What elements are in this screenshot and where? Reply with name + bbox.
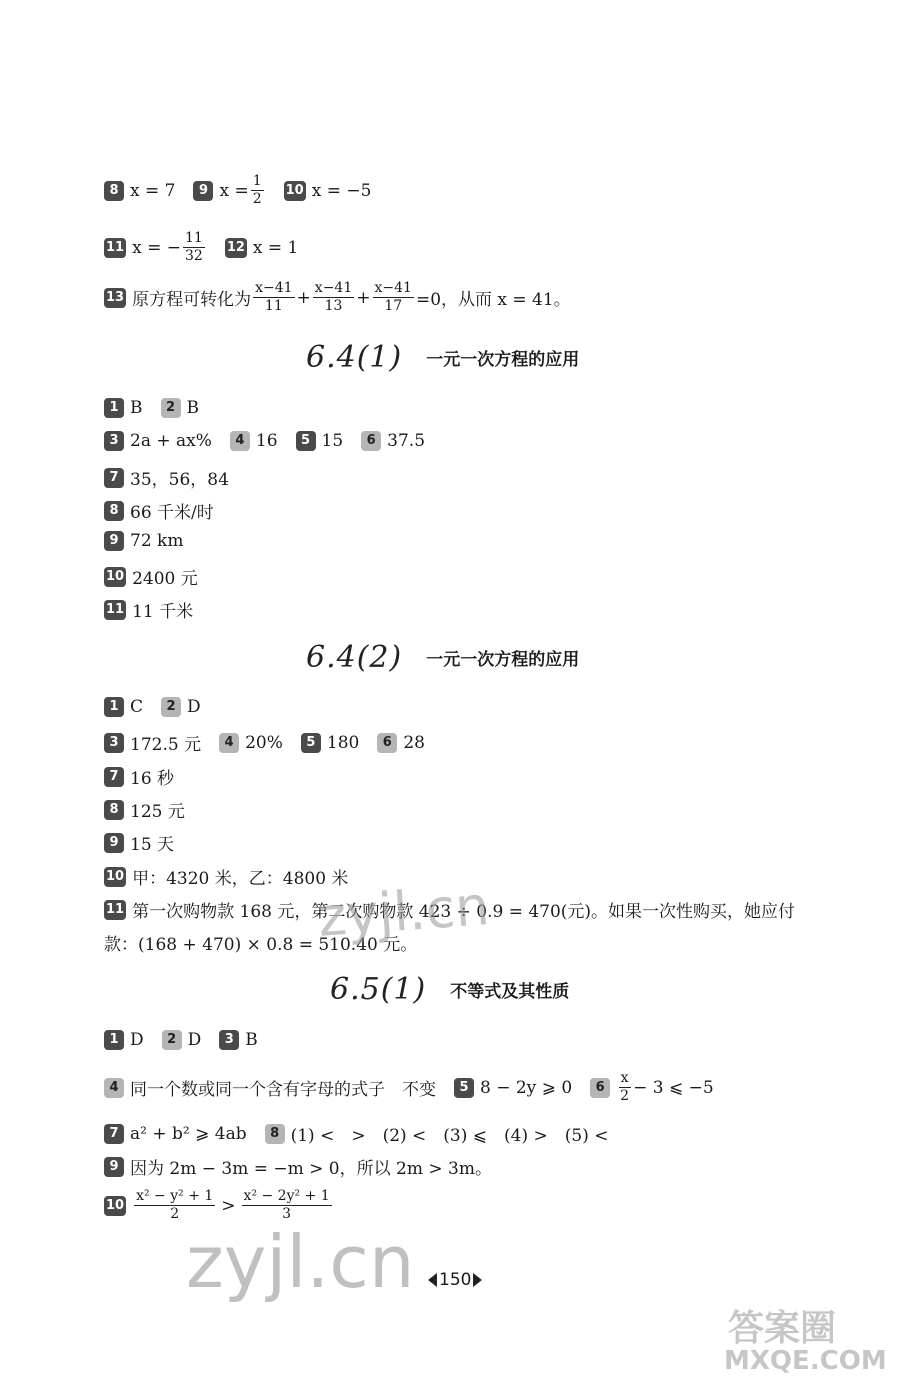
- answer-line: [104, 730, 425, 755]
- question-number: 8: [104, 501, 124, 521]
- answer-text: D: [187, 1030, 202, 1050]
- answer-text: 11 千米: [132, 602, 194, 622]
- answer-line: [104, 1154, 492, 1179]
- answer-line: [104, 498, 214, 523]
- right-triangle-icon: [473, 1273, 482, 1287]
- question-number: 4: [104, 1078, 124, 1098]
- answer-text: 72 km: [130, 531, 184, 551]
- question-number: 5: [296, 431, 316, 451]
- answer-text: 2a + ax%: [130, 431, 212, 451]
- question-number: 1: [104, 1030, 124, 1050]
- section-number: 6.5(1): [330, 972, 427, 1007]
- answer-text: C: [130, 697, 144, 717]
- answer-line: [104, 697, 201, 717]
- page-number: [428, 1270, 482, 1290]
- question-number: 2: [162, 1030, 182, 1050]
- answer-text: x = −: [132, 237, 181, 258]
- answer-text: 甲：4320 米，乙：4800 米: [132, 869, 349, 889]
- answer-text: 同一个数或同一个含有字母的式子 不变: [130, 1080, 436, 1100]
- answer-text: 172.5 元: [130, 735, 202, 755]
- section-heading: [306, 340, 579, 375]
- answer-line: [104, 173, 371, 208]
- question-number: 8: [104, 800, 124, 820]
- answer-text: 第一次购物款 168 元，第二次购物款 423 ÷ 0.9 = 470(元)。如果一次性购买，她应付: [132, 902, 796, 922]
- answer-line: [104, 1188, 334, 1223]
- answer-text: B: [186, 398, 199, 418]
- fraction: $\frac{x-41}{17}$: [374, 280, 412, 314]
- fraction: $\frac{x-41}{13}$: [314, 280, 353, 314]
- answer-text: 8 − 2y ⩾ 0: [480, 1077, 573, 1098]
- answer-text: 15: [321, 431, 344, 451]
- question-number: 11: [104, 238, 126, 258]
- plus-sign: +: [296, 287, 311, 308]
- question-number: 9: [104, 833, 124, 853]
- question-number: 6: [590, 1078, 610, 1098]
- answer-text: D: [130, 1030, 144, 1050]
- question-number: 9: [104, 531, 124, 551]
- question-number: 3: [104, 733, 124, 753]
- answer-text: D: [187, 697, 201, 717]
- section-title: 不等式及其性质: [450, 982, 570, 1002]
- section-number: 6.4(1): [306, 340, 403, 375]
- answer-text: x =: [219, 180, 249, 201]
- fraction: $\frac{\text{x² − 2y² + 1}}{3}$: [243, 1188, 330, 1222]
- question-number: 10: [284, 181, 306, 201]
- question-number: 1: [104, 697, 124, 717]
- answer-line: [104, 830, 174, 855]
- question-number: 12: [225, 238, 247, 258]
- left-triangle-icon: [428, 1273, 437, 1287]
- question-number: 6: [377, 733, 397, 753]
- question-number: 10: [104, 1196, 126, 1216]
- answer-line: [104, 764, 174, 789]
- answer-text: x = 1: [252, 237, 299, 258]
- question-number: 5: [301, 733, 321, 753]
- question-number: 11: [104, 600, 126, 620]
- answer-line: [104, 564, 198, 589]
- question-number: 3: [219, 1030, 239, 1050]
- answer-text: 20%: [245, 732, 283, 753]
- question-number: 2: [161, 398, 181, 418]
- answer-text: a² + b² ⩾ 4ab: [130, 1123, 247, 1144]
- answer-text: x = 7: [130, 180, 176, 201]
- question-number: 1: [104, 398, 124, 418]
- question-number: 8: [265, 1124, 285, 1144]
- section-number: 6.4(2): [306, 640, 403, 675]
- answer-text: 35，56，84: [130, 470, 229, 490]
- greater-than-sign: >: [221, 1195, 236, 1216]
- answer-text: − 3 ⩽ −5: [633, 1077, 714, 1098]
- watermark: 答案圈: [728, 1308, 837, 1349]
- question-number: 2: [161, 697, 181, 717]
- answer-text: 因为 2m − 3m = −m > 0，所以 2m > 3m。: [130, 1159, 492, 1179]
- answer-line: [104, 431, 425, 451]
- page-number-text: 150: [439, 1270, 472, 1290]
- question-number: 7: [104, 468, 124, 488]
- fraction: $\frac{1}{2}$: [252, 173, 262, 207]
- section-title: 一元一次方程的应用: [426, 650, 580, 670]
- question-number: 11: [104, 900, 126, 920]
- answer-line: [104, 1121, 608, 1146]
- answer-text: (1) < > (2) < (3) ⩽ (4) > (5) <: [290, 1126, 609, 1146]
- section-heading: [306, 640, 579, 675]
- plus-sign: +: [356, 287, 371, 308]
- fraction: $\frac{x-41}{11}$: [255, 280, 293, 314]
- answer-line: [104, 280, 571, 315]
- section-heading: [330, 972, 569, 1007]
- answer-line: [104, 230, 298, 265]
- answer-text: 15 天: [130, 835, 175, 855]
- fraction: $\frac{\text{x² − y² + 1}}{2}$: [136, 1188, 214, 1222]
- answer-text: 2400 元: [132, 569, 198, 589]
- answer-line: [104, 864, 348, 889]
- question-number: 9: [104, 1157, 124, 1177]
- answer-text: 原方程可转化为: [132, 290, 252, 310]
- answer-line: [104, 1070, 714, 1105]
- answer-text: 16: [255, 431, 278, 451]
- answer-line: [104, 531, 183, 551]
- section-title: 一元一次方程的应用: [426, 350, 580, 370]
- question-number: 8: [104, 181, 124, 201]
- answer-text: 16 秒: [130, 769, 175, 789]
- answer-text: 66 千米/时: [130, 503, 214, 523]
- answer-text: =0，从而 x = 41。: [415, 290, 571, 310]
- question-number: 5: [454, 1078, 474, 1098]
- question-number: 7: [104, 767, 124, 787]
- question-number: 10: [104, 567, 126, 587]
- answer-line: [104, 797, 185, 822]
- fraction: $\frac{11}{32}$: [184, 230, 203, 264]
- watermark: zyjl.cn: [316, 874, 492, 949]
- question-number: 4: [230, 431, 250, 451]
- question-number: 4: [219, 733, 239, 753]
- answer-text: 28: [403, 732, 425, 753]
- answer-text: 180: [326, 732, 360, 753]
- answer-line: [104, 398, 199, 418]
- answer-line: [104, 465, 229, 490]
- watermark: zyjl.cn: [186, 1220, 415, 1304]
- answer-text: 125 元: [130, 802, 185, 822]
- answer-text: B: [130, 398, 143, 418]
- question-number: 3: [104, 431, 124, 451]
- answer-text: x = −5: [311, 180, 372, 201]
- answer-text: 37.5: [387, 431, 426, 451]
- question-number: 13: [104, 288, 126, 308]
- question-number: 7: [104, 1124, 124, 1144]
- question-number: 9: [193, 181, 213, 201]
- watermark: MXQE.COM: [724, 1346, 887, 1376]
- answer-line: [104, 1030, 258, 1050]
- answer-text: 款：(168 + 470) × 0.8 = 510.40 元。: [104, 935, 418, 955]
- question-number: 10: [104, 867, 126, 887]
- fraction: $\frac{x}{2}$: [620, 1070, 630, 1104]
- answer-text: B: [245, 1030, 258, 1050]
- question-number: 6: [361, 431, 381, 451]
- answer-line: [104, 597, 193, 622]
